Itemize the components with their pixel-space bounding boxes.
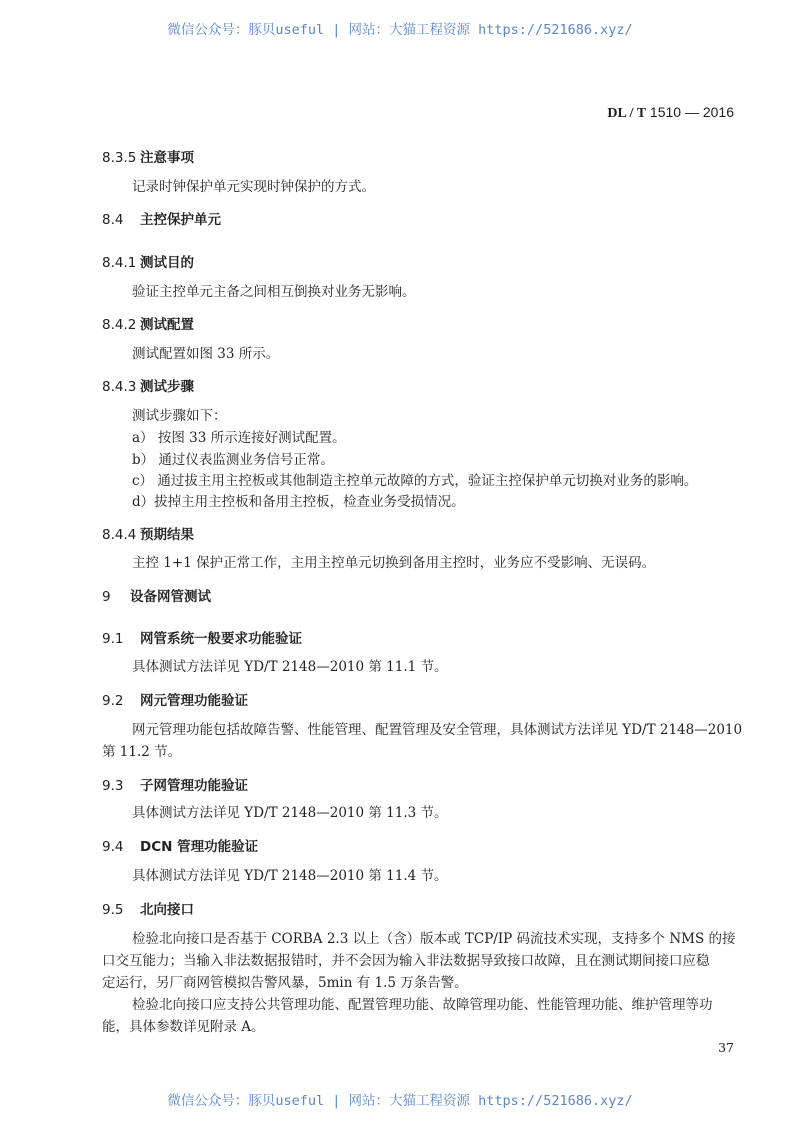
- section-number: 8.4: [102, 212, 124, 228]
- section-title: 测试步骤: [140, 379, 194, 395]
- paragraph-line: 测试配置如图 33 所示。: [132, 346, 280, 362]
- section-number: 9.4: [102, 839, 124, 855]
- section-title: DCN 管理功能验证: [140, 839, 259, 855]
- paragraph-line: 记录时钟保护单元实现时钟保护的方式。: [132, 179, 375, 195]
- section-heading: [102, 254, 194, 272]
- section-title: 主控保护单元: [140, 212, 221, 228]
- section-heading: [102, 838, 258, 856]
- section-number: 8.4.1: [102, 255, 137, 271]
- section-number: 9.1: [102, 631, 124, 647]
- section-heading: [102, 777, 248, 795]
- section-heading: [102, 316, 194, 334]
- paragraph-line: 检验北向接口是否基于 CORBA 2.3 以上（含）版本或 TCP/IP 码流技术实现，支持多个 NMS 的接: [132, 931, 736, 947]
- paragraph-line: 第 11.2 节。: [102, 744, 182, 760]
- section-heading: [102, 630, 302, 648]
- paragraph-line: 具体测试方法详见 YD/T 2148—2010 第 11.3 节。: [132, 805, 448, 821]
- paragraph-line: 口交互能力；当输入非法数据报错时，并不会因为输入非法数据导致接口故障，且在测试期间接口应稳: [102, 953, 710, 969]
- paragraph-line: 测试步骤如下：: [132, 408, 227, 424]
- section-number: 9.5: [102, 902, 124, 918]
- paragraph-line: d）拔掉主用主控板和备用主控板，检查业务受损情况。: [132, 494, 465, 510]
- watermark-bottom: 微信公众号：豚贝useful | 网站：大猫工程资源 https://521686.xyz/: [167, 1093, 633, 1109]
- paragraph-line: b） 通过仪表监测业务信号正常。: [132, 452, 334, 468]
- section-number: 9.2: [102, 693, 124, 709]
- section-title: 网管系统一般要求功能验证: [140, 631, 302, 647]
- section-heading: [102, 211, 221, 229]
- section-number: 9: [102, 589, 111, 605]
- section-heading: [102, 901, 194, 919]
- page-number: 37: [718, 1040, 734, 1055]
- standard-code: DL / T 1510 — 2016: [607, 104, 734, 121]
- paragraph-line: 检验北向接口应支持公共管理功能、配置管理功能、故障管理功能、性能管理功能、维护管理等功: [132, 997, 713, 1013]
- section-title: 测试配置: [140, 317, 194, 333]
- watermark-top: 微信公众号：豚贝useful | 网站：大猫工程资源 https://521686.xyz/: [167, 22, 633, 38]
- section-number: 9.3: [102, 778, 124, 794]
- paragraph-line: 具体测试方法详见 YD/T 2148—2010 第 11.4 节。: [132, 868, 448, 884]
- paragraph-line: 验证主控单元主备之间相互倒换对业务无影响。: [132, 284, 416, 300]
- section-number: 8.3.5: [102, 150, 137, 166]
- paragraph-line: 网元管理功能包括故障告警、性能管理、配置管理及安全管理，具体测试方法详见 YD/T 2148—2010: [132, 722, 743, 738]
- paragraph-line: a） 按图 33 所示连接好测试配置。: [132, 430, 346, 446]
- paragraph-line: 主控 1+1 保护正常工作，主用主控单元切换到备用主控时，业务应不受影响、无误码。: [132, 555, 656, 571]
- section-title: 网元管理功能验证: [140, 693, 248, 709]
- section-heading: [102, 588, 211, 606]
- section-title: 预期结果: [140, 527, 194, 543]
- section-number: 8.4.3: [102, 379, 137, 395]
- section-title: 北向接口: [140, 902, 194, 918]
- section-heading: [102, 692, 248, 710]
- section-title: 子网管理功能验证: [140, 778, 248, 794]
- section-heading: [102, 378, 194, 396]
- section-title: 测试目的: [140, 255, 194, 271]
- paragraph-line: 能，具体参数详见附录 A。: [102, 1019, 265, 1035]
- section-heading: [102, 526, 194, 544]
- section-number: 8.4.4: [102, 527, 137, 543]
- paragraph-line: c） 通过拔主用主控板或其他制造主控单元故障的方式，验证主控保护单元切换对业务的影响。: [132, 473, 698, 489]
- paragraph-line: 具体测试方法详见 YD/T 2148—2010 第 11.1 节。: [132, 659, 448, 675]
- section-title: 设备网管测试: [130, 589, 211, 605]
- paragraph-line: 定运行，另厂商网管模拟告警风暴，5min 有 1.5 万条告警。: [102, 975, 468, 991]
- section-title: 注意事项: [140, 150, 194, 166]
- section-heading: [102, 149, 194, 167]
- section-number: 8.4.2: [102, 317, 137, 333]
